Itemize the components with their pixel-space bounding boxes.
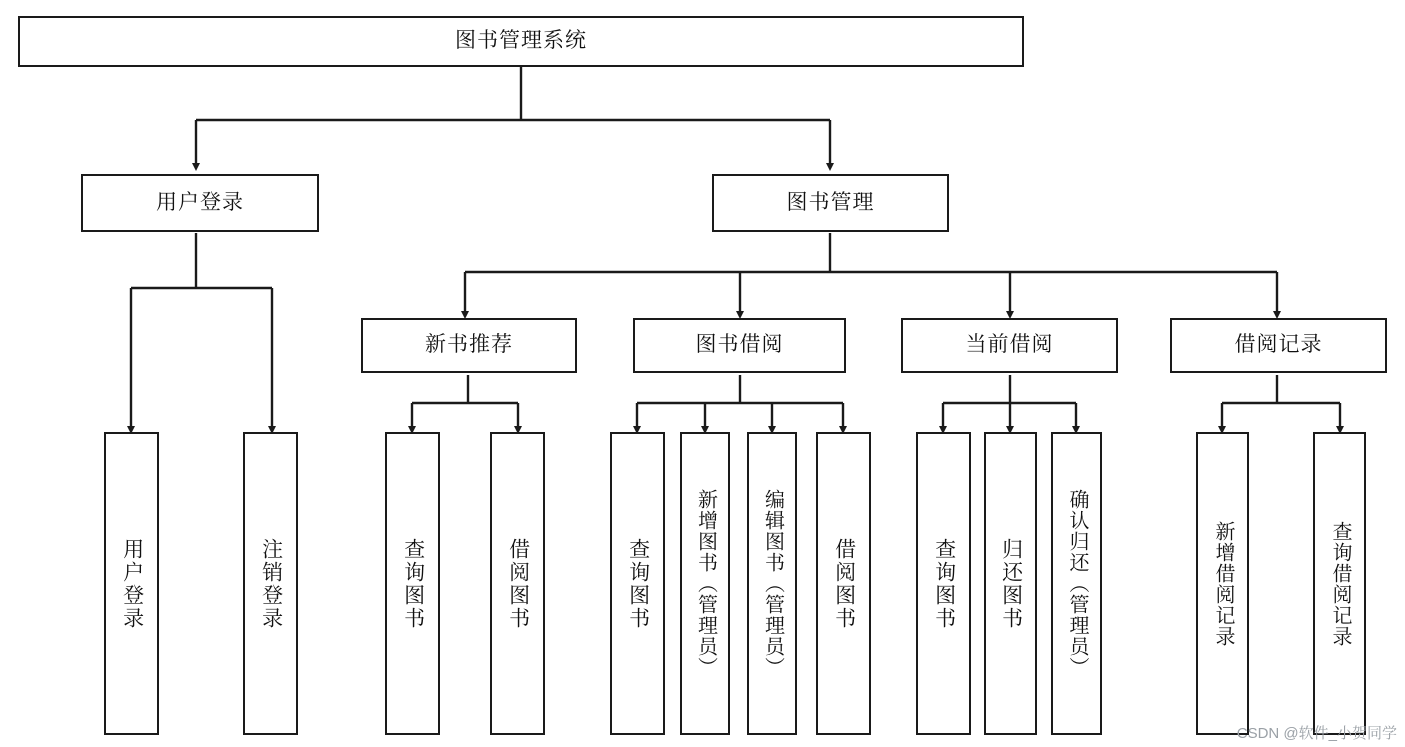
node-user-login: [81, 174, 319, 232]
node-leaf-query-record: [1313, 432, 1366, 735]
node-leaf-query-book-3-label: 查询图书: [932, 537, 956, 630]
node-leaf-add-book-label: 新增图书（管理员）: [694, 489, 717, 678]
node-leaf-borrow-book-2: [816, 432, 871, 735]
node-book-management: [712, 174, 949, 232]
node-borrow-record: [1170, 318, 1387, 373]
node-book-management-label: 图书管理: [786, 190, 875, 214]
node-leaf-edit-book-label: 编辑图书（管理员）: [761, 489, 784, 678]
node-leaf-return-book-label: 归还图书: [999, 537, 1023, 630]
node-user-login-label: 用户登录: [156, 190, 244, 214]
node-leaf-add-book: [680, 432, 730, 735]
node-current-borrow-label: 当前借阅: [965, 333, 1054, 357]
node-leaf-borrow-book-1: [490, 432, 545, 735]
node-leaf-confirm-return-label: 确认归还（管理员）: [1066, 489, 1088, 678]
node-leaf-query-book-2-label: 查询图书: [626, 537, 650, 630]
node-leaf-logout: [243, 432, 298, 735]
node-leaf-query-book-1: [385, 432, 440, 735]
node-leaf-add-record: [1196, 432, 1249, 735]
node-leaf-edit-book: [747, 432, 797, 735]
node-root-label: 图书管理系统: [455, 29, 587, 53]
node-leaf-confirm-return: [1051, 432, 1102, 735]
node-new-book-recommend: [361, 318, 577, 373]
node-current-borrow: [901, 318, 1118, 373]
node-leaf-query-book-1-label: 查询图书: [401, 537, 425, 630]
node-leaf-user-login-label: 用户登录: [120, 537, 144, 630]
node-leaf-borrow-book-1-label: 借阅图书: [506, 537, 530, 630]
node-root: [18, 16, 1024, 67]
node-leaf-query-record-label: 查询借阅记录: [1329, 520, 1351, 647]
node-borrow-record-label: 借阅记录: [1234, 333, 1323, 357]
node-leaf-return-book: [984, 432, 1037, 735]
node-leaf-borrow-book-2-label: 借阅图书: [832, 537, 856, 630]
node-leaf-user-login: [104, 432, 159, 735]
node-leaf-add-record-label: 新增借阅记录: [1212, 520, 1234, 647]
node-new-book-recommend-label: 新书推荐: [425, 333, 513, 357]
node-leaf-query-book-3: [916, 432, 971, 735]
watermark: CSDN @软件_小贺同学: [1236, 725, 1397, 742]
node-book-borrow-label: 图书借阅: [695, 333, 784, 357]
node-leaf-query-book-2: [610, 432, 665, 735]
node-book-borrow: [633, 318, 846, 373]
node-leaf-logout-label: 注销登录: [259, 537, 283, 630]
